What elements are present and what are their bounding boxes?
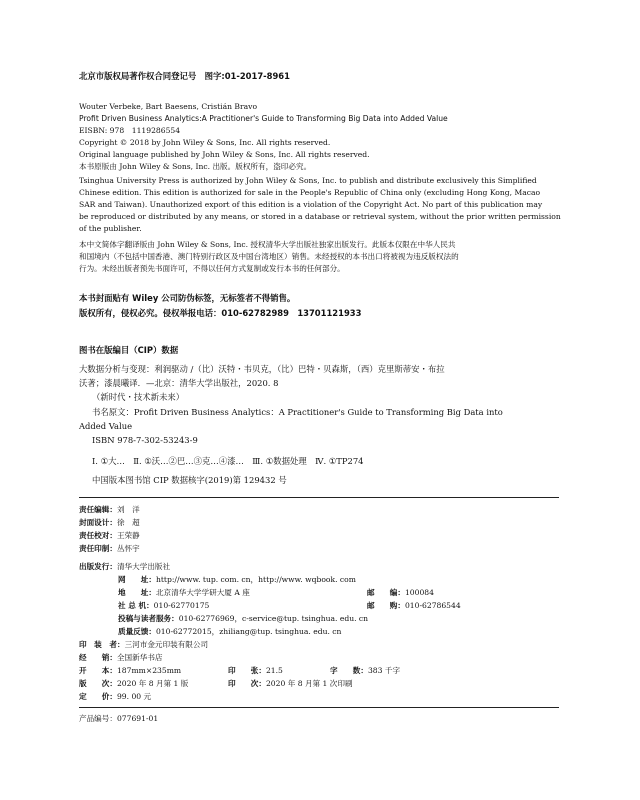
editor-row bbox=[79, 545, 140, 553]
editor-label: 责任编辑： bbox=[79, 505, 117, 514]
cip-line: 大数据分析与变现：利润驱动 /（比）沃特・韦贝克，（比）巴特・贝森斯，（西）克里斯蒂安・布拉 bbox=[79, 364, 445, 374]
submission-label: 投稿与读者服务： bbox=[118, 614, 179, 623]
mail-order-label: 邮 购： bbox=[367, 601, 405, 610]
word-count-row bbox=[330, 667, 400, 675]
editor-value: 刘 洋 bbox=[116, 505, 140, 514]
editor-label: 封面设计： bbox=[79, 518, 117, 527]
website-value: http://www. tup. com. cn，http://www. wqbook. com bbox=[155, 575, 356, 584]
publisher-name: 清华大学出版社 bbox=[116, 562, 171, 571]
license-line-2: Chinese edition. This edition is authorized for sale in the People's Republic of China only (excluding Hong Kong, Macao bbox=[79, 188, 541, 197]
editor-row bbox=[79, 532, 140, 540]
format-row bbox=[79, 667, 181, 675]
printer-value: 三河市金元印装有限公司 bbox=[124, 640, 209, 649]
switchboard-row bbox=[118, 602, 209, 610]
price-label: 定 价： bbox=[79, 692, 117, 701]
chinese-copyright-line: 本书原版由 John Wiley & Sons, Inc. 出版。版权所有，盗印必究。 bbox=[79, 162, 312, 171]
publisher-row bbox=[79, 563, 170, 571]
quality-label: 质量反馈： bbox=[118, 627, 156, 636]
editor-label: 责任印制： bbox=[79, 544, 117, 553]
price-value: 99. 00 元 bbox=[116, 692, 152, 701]
license-line-3: SAR and Taiwan). Unauthorized export of this edition is a violation of the Copyright Act. No part of this publication may bbox=[79, 200, 543, 209]
word-count-value: 383 千字 bbox=[367, 666, 401, 675]
publisher-label: 出版发行： bbox=[79, 562, 117, 571]
quality-value: 010-62772015，zhiliang@tup. tsinghua. edu. cn bbox=[155, 627, 342, 636]
copyright-line: Copyright © 2018 by John Wiley & Sons, Inc. All rights reserved. bbox=[79, 138, 331, 147]
website-label: 网 址： bbox=[118, 575, 156, 584]
mail-order-value: 010-62786544 bbox=[404, 601, 461, 610]
edition-row bbox=[79, 680, 188, 688]
quality-row bbox=[118, 628, 341, 636]
mail-order-row bbox=[367, 602, 461, 610]
cip-line: 沃著；漆晨曦译．—北京：清华大学出版社，2020. 8 bbox=[79, 378, 279, 388]
sheets-label: 印 张： bbox=[228, 666, 266, 675]
switchboard-label: 社 总 机： bbox=[118, 601, 154, 610]
distributor-row bbox=[79, 654, 163, 662]
edition-label: 版 次： bbox=[79, 679, 117, 688]
cip-isbn: ISBN 978-7-302-53243-9 bbox=[92, 435, 198, 445]
chinese-license-line-3: 行为。未经出版者预先书面许可，不得以任何方式复制或发行本书的任何部分。 bbox=[79, 264, 345, 273]
distributor-label: 经 销： bbox=[79, 653, 117, 662]
editor-value: 王荣静 bbox=[116, 531, 140, 540]
cip-line: 书名原文：Profit Driven Business Analytics：A Practitioner's Guide to Transforming Big Data into bbox=[92, 407, 503, 417]
eisbn: EISBN: 978 1119286554 bbox=[79, 126, 181, 135]
chinese-license-line-1: 本中文简体字翻译版由 John Wiley & Sons, Inc. 授权清华大学出版社独家出版发行。此版本仅限在中华人民共 bbox=[79, 240, 456, 249]
section-divider bbox=[79, 497, 559, 498]
license-line-1: Tsinghua University Press is authorized by John Wiley & Sons, Inc. to publish and distribute exclusively this Simplified bbox=[79, 176, 537, 185]
impression-row bbox=[228, 680, 353, 688]
word-count-label: 字 数： bbox=[330, 666, 368, 675]
editor-row bbox=[79, 506, 140, 514]
authors: Wouter Verbeke, Bart Baesens, Cristián Bravo bbox=[79, 102, 258, 111]
license-line-5: of the publisher. bbox=[79, 224, 142, 233]
price-row bbox=[79, 693, 151, 701]
registration-number: 北京市版权局著作权合同登记号 图字:01-2017-8961 bbox=[79, 71, 290, 81]
postcode-value: 100084 bbox=[404, 588, 434, 597]
editor-row bbox=[79, 519, 140, 527]
cip-line: （新时代・技术新未来） bbox=[92, 392, 185, 402]
impression-value: 2020 年 8 月第 1 次印刷 bbox=[265, 679, 353, 688]
postcode-row bbox=[367, 589, 434, 597]
impression-label: 印 次： bbox=[228, 679, 266, 688]
submission-row bbox=[118, 615, 368, 623]
printer-row bbox=[79, 641, 208, 649]
address-label: 地 址： bbox=[118, 588, 156, 597]
cip-line: Added Value bbox=[79, 421, 133, 431]
editor-value: 徐 超 bbox=[116, 518, 140, 527]
editor-label: 责任校对： bbox=[79, 531, 117, 540]
format-value: 187mm×235mm bbox=[116, 666, 182, 675]
rights-notice: 版权所有，侵权必究。侵权举报电话：010-62782989 13701121933 bbox=[79, 308, 362, 318]
cip-record: 中国版本图书馆 CIP 数据核字(2019)第 129432 号 bbox=[92, 475, 287, 485]
switchboard-value: 010-62770175 bbox=[153, 601, 210, 610]
chinese-license-line-2: 和国境内（不包括中国香港、澳门特别行政区及中国台湾地区）销售。未经授权的本书出口将被视为违反版权法的 bbox=[79, 252, 459, 261]
product-number: 产品编号：077691-01 bbox=[79, 714, 159, 723]
section-divider bbox=[79, 707, 559, 708]
website-row bbox=[118, 576, 356, 584]
cip-heading: 图书在版编目（CIP）数据 bbox=[79, 345, 179, 355]
sheets-row bbox=[228, 667, 283, 675]
license-line-4: be reproduced or distributed by any means, or stored in a database or retrieval system, without the prior written permission bbox=[79, 212, 561, 221]
anti-counterfeit-notice: 本书封面贴有 Wiley 公司防伪标签，无标签者不得销售。 bbox=[79, 293, 296, 303]
postcode-label: 邮 编： bbox=[367, 588, 405, 597]
original-title: Profit Driven Business Analytics:A Practitioner's Guide to Transforming Big Data into Added Value bbox=[79, 114, 448, 123]
distributor-value: 全国新华书店 bbox=[116, 653, 163, 662]
address-value: 北京清华大学学研大厦 A 座 bbox=[155, 588, 250, 597]
edition-value: 2020 年 8 月第 1 版 bbox=[116, 679, 189, 688]
submission-value: 010-62776969，c-service@tup. tsinghua. edu. cn bbox=[178, 614, 369, 623]
printer-label: 印 装 者： bbox=[79, 640, 125, 649]
editor-value: 丛怀宇 bbox=[116, 544, 140, 553]
address-row bbox=[118, 589, 250, 597]
format-label: 开 本： bbox=[79, 666, 117, 675]
cip-classification: Ⅰ. ①大… Ⅱ. ①沃…②巴…③克…④漆… Ⅲ. ①数据处理 Ⅳ. ①TP274 bbox=[92, 456, 364, 466]
original-language-line: Original language published by John Wiley & Sons, Inc. All rights reserved. bbox=[79, 150, 370, 159]
sheets-value: 21.5 bbox=[265, 666, 283, 675]
